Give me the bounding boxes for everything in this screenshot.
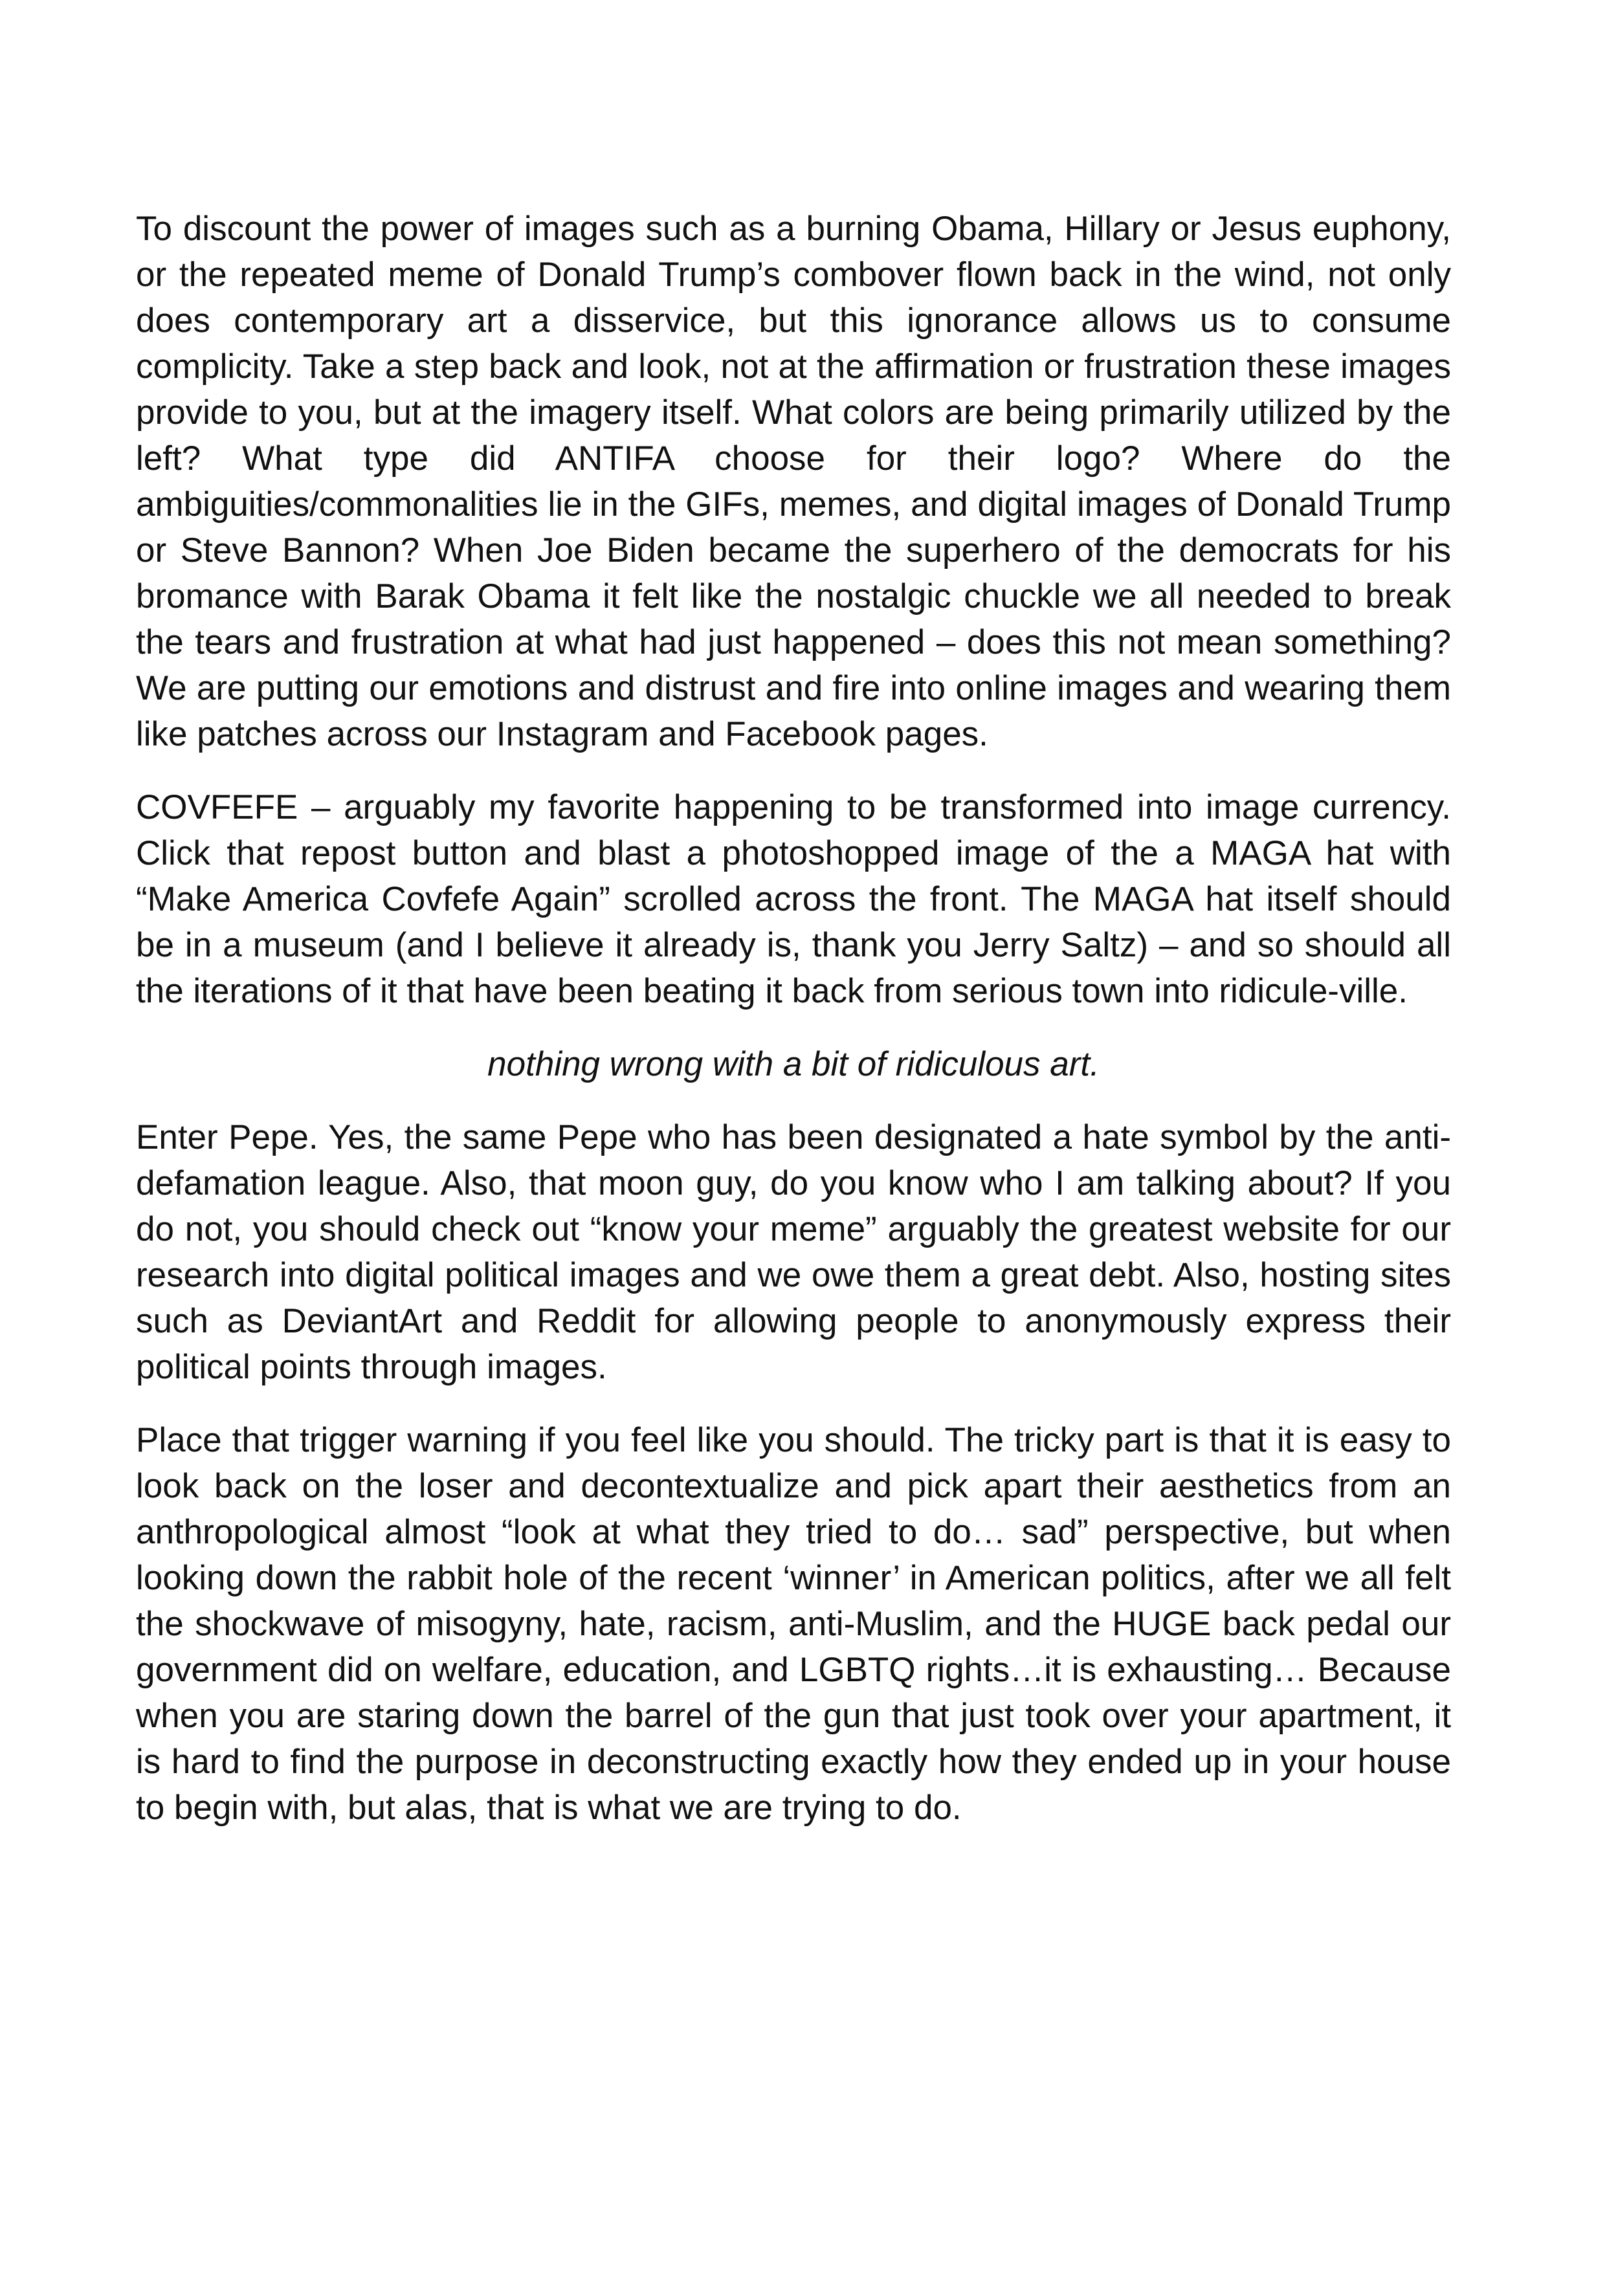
italic-pull-quote: nothing wrong with a bit of ridiculous art. [487, 1045, 1100, 1083]
paragraph-pepe: Enter Pepe. Yes, the same Pepe who has been designated a hate symbol by the anti-defamation league. Also, that moon guy, do you know who I am talking about? If you do not, you should check out “know your meme” arguably the greatest website for our research into digital political images and we owe them a great debt. Also, hosting sites such as DeviantArt and Reddit for allowing people to anonymously express their political points through images. [136, 1118, 1451, 1386]
paragraph-covfefe: COVFEFE – arguably my favorite happening to be transformed into image currency. Click that repost button and blast a photoshopped image of the a MAGA hat with “Make America Covfefe Again” scrolled across the front. The MAGA hat itself should be in a museum (and I believe it already is, thank you Jerry Saltz) – and so should all the iterations of it that have been beating it back from serious town into ridicule-ville. [136, 788, 1451, 1010]
document-page [136, 206, 1451, 1858]
paragraph-intro: To discount the power of images such as a burning Obama, Hillary or Jesus euphony, or the repeated meme of Donald Trump’s combover flown back in the wind, not only does contemporary art a disservice, but this ignorance allows us to consume complicity. Take a step back and look, not at the affirmation or frustration these images provide to you, but at the imagery itself. What colors are being primarily utilized by the left? What type did ANTIFA choose for their logo? Where do the ambiguities/commonalities lie in the GIFs, memes, and digital images of Donald Trump or Steve Bannon? When Joe Biden became the superhero of the democrats for his bromance with Barak Obama it felt like the nostalgic chuckle we all needed to break the tears and frustration at what had just happened – does this not mean something? We are putting our emotions and distrust and fire into online images and wearing them like patches across our Instagram and Facebook pages. [136, 210, 1451, 753]
paragraph-trigger-warning: Place that trigger warning if you feel like you should. The tricky part is that it is easy to look back on the loser and decontextualize and pick apart their aesthetics from an anthropological almost “look at what they tried to do… sad” perspective, but when looking down the rabbit hole of the recent ‘winner’ in American politics, after we all felt the shockwave of misogyny, hate, racism, anti-Muslim, and the HUGE back pedal our government did on welfare, education, and LGBTQ rights…it is exhausting… Because when you are staring down the barrel of the gun that just took over your apartment, it is hard to find the purpose in deconstructing exactly how they ended up in your house to begin with, but alas, that is what we are trying to do. [136, 1421, 1451, 1827]
